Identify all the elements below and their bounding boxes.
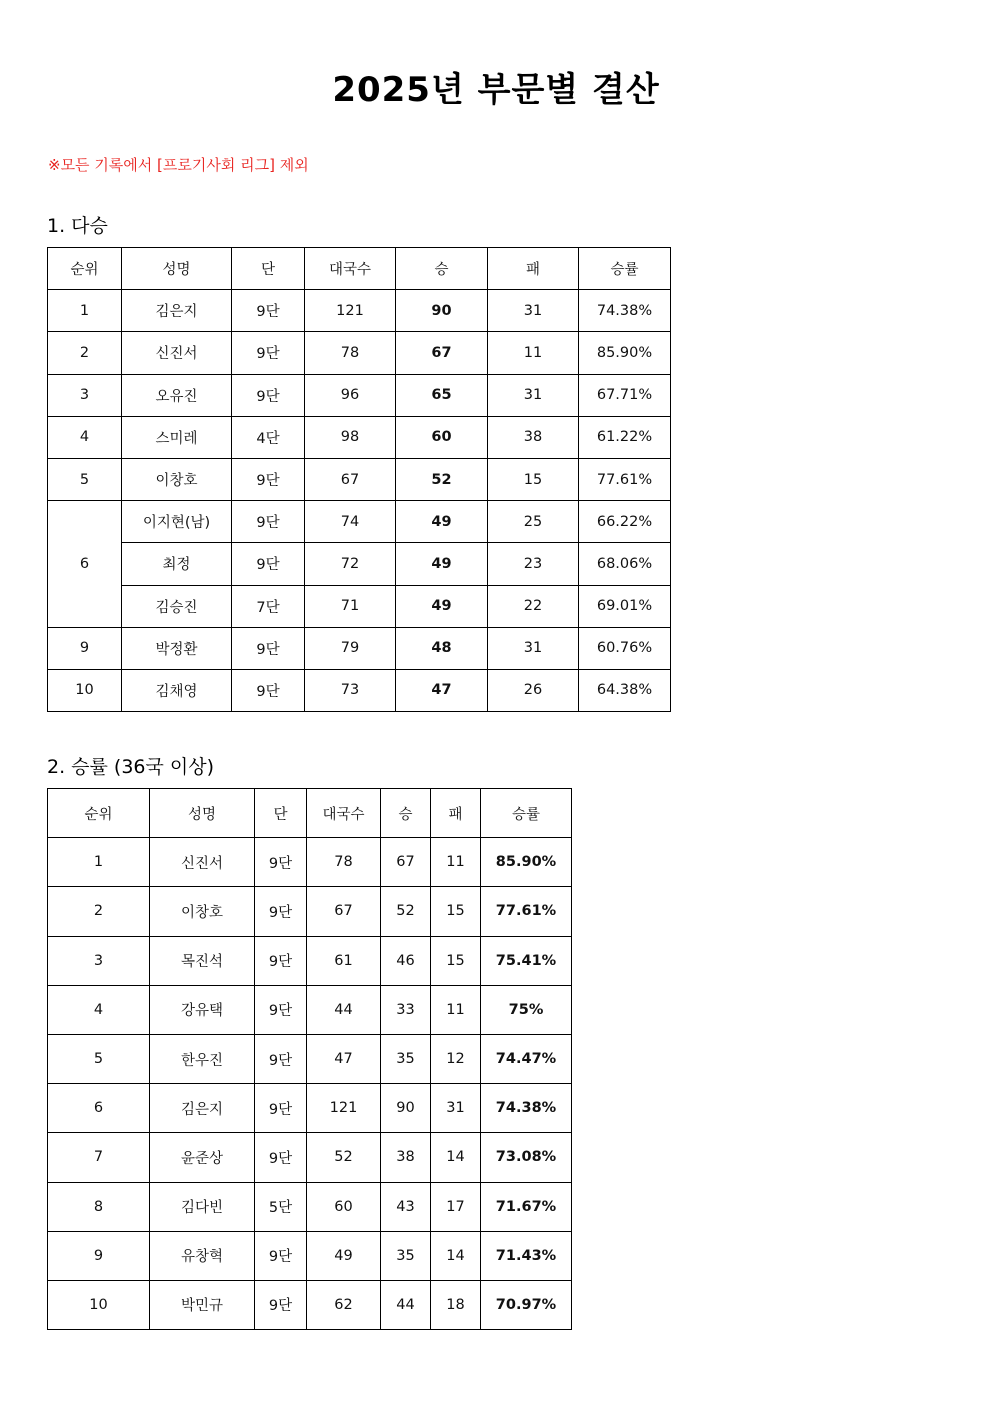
wins-cell: 38 bbox=[381, 1133, 431, 1182]
games-cell: 74 bbox=[305, 501, 396, 543]
name-cell: 김은지 bbox=[150, 1084, 255, 1133]
losses-cell: 11 bbox=[488, 332, 579, 374]
games-cell: 121 bbox=[305, 290, 396, 332]
rate-cell: 71.43% bbox=[481, 1231, 572, 1280]
rank-cell: 5 bbox=[48, 458, 122, 500]
games-cell: 98 bbox=[305, 416, 396, 458]
dan-cell: 9단 bbox=[232, 669, 305, 711]
table-row bbox=[48, 585, 671, 627]
table-row bbox=[48, 332, 671, 374]
wins-cell: 90 bbox=[381, 1084, 431, 1133]
dan-cell: 9단 bbox=[232, 627, 305, 669]
games-cell: 61 bbox=[307, 936, 381, 985]
table-row bbox=[48, 985, 572, 1034]
wins-cell: 49 bbox=[396, 585, 488, 627]
rank-cell: 4 bbox=[48, 416, 122, 458]
losses-cell: 15 bbox=[488, 458, 579, 500]
rate-cell: 85.90% bbox=[481, 838, 572, 887]
losses-cell: 15 bbox=[431, 887, 481, 936]
rank-cell: 7 bbox=[48, 1133, 150, 1182]
dan-cell: 9단 bbox=[255, 985, 307, 1034]
rate-cell: 66.22% bbox=[579, 501, 671, 543]
name-cell: 목진석 bbox=[150, 936, 255, 985]
losses-cell: 31 bbox=[488, 374, 579, 416]
wins-cell: 67 bbox=[381, 838, 431, 887]
rank-cell: 2 bbox=[48, 332, 122, 374]
name-cell: 박민규 bbox=[150, 1280, 255, 1329]
rank-cell: 9 bbox=[48, 1231, 150, 1280]
table-header-row bbox=[48, 248, 671, 290]
column-header-dan: 단 bbox=[232, 248, 305, 290]
losses-cell: 12 bbox=[431, 1034, 481, 1083]
rank-cell: 1 bbox=[48, 838, 150, 887]
dan-cell: 9단 bbox=[232, 458, 305, 500]
name-cell: 이창호 bbox=[122, 458, 232, 500]
table-row bbox=[48, 887, 572, 936]
rate-cell: 75% bbox=[481, 985, 572, 1034]
rate-cell: 75.41% bbox=[481, 936, 572, 985]
wins-cell: 44 bbox=[381, 1280, 431, 1329]
rate-cell: 74.38% bbox=[579, 290, 671, 332]
table-row bbox=[48, 290, 671, 332]
losses-cell: 14 bbox=[431, 1231, 481, 1280]
name-cell: 이창호 bbox=[150, 887, 255, 936]
table-row bbox=[48, 374, 671, 416]
rank-cell: 3 bbox=[48, 936, 150, 985]
table-row bbox=[48, 669, 671, 711]
name-cell: 김승진 bbox=[122, 585, 232, 627]
table-row bbox=[48, 1084, 572, 1133]
losses-cell: 23 bbox=[488, 543, 579, 585]
wins-cell: 33 bbox=[381, 985, 431, 1034]
losses-cell: 15 bbox=[431, 936, 481, 985]
name-cell: 한우진 bbox=[150, 1034, 255, 1083]
exclusion-note: ※모든 기록에서 [프로기사회 리그] 제외 bbox=[48, 156, 309, 174]
rank-cell: 4 bbox=[48, 985, 150, 1034]
rate-cell: 69.01% bbox=[579, 585, 671, 627]
games-cell: 49 bbox=[307, 1231, 381, 1280]
dan-cell: 9단 bbox=[255, 936, 307, 985]
dan-cell: 9단 bbox=[232, 332, 305, 374]
column-header-wins: 승 bbox=[381, 789, 431, 838]
rate-cell: 61.22% bbox=[579, 416, 671, 458]
rank-cell: 10 bbox=[48, 1280, 150, 1329]
losses-cell: 17 bbox=[431, 1182, 481, 1231]
losses-cell: 18 bbox=[431, 1280, 481, 1329]
games-cell: 67 bbox=[307, 887, 381, 936]
column-header-rank: 순위 bbox=[48, 789, 150, 838]
section-heading-most-wins: 1. 다승 bbox=[47, 215, 108, 237]
losses-cell: 25 bbox=[488, 501, 579, 543]
rank-cell: 10 bbox=[48, 669, 122, 711]
dan-cell: 9단 bbox=[232, 374, 305, 416]
table-row bbox=[48, 416, 671, 458]
name-cell: 이지현(남) bbox=[122, 501, 232, 543]
dan-cell: 9단 bbox=[255, 838, 307, 887]
losses-cell: 31 bbox=[431, 1084, 481, 1133]
rate-cell: 67.71% bbox=[579, 374, 671, 416]
losses-cell: 31 bbox=[488, 290, 579, 332]
name-cell: 유창혁 bbox=[150, 1231, 255, 1280]
dan-cell: 9단 bbox=[232, 290, 305, 332]
rate-cell: 64.38% bbox=[579, 669, 671, 711]
name-cell: 윤준상 bbox=[150, 1133, 255, 1182]
table-row bbox=[48, 1280, 572, 1329]
rate-cell: 85.90% bbox=[579, 332, 671, 374]
name-cell: 김채영 bbox=[122, 669, 232, 711]
rate-cell: 70.97% bbox=[481, 1280, 572, 1329]
column-header-name: 성명 bbox=[150, 789, 255, 838]
rank-cell: 3 bbox=[48, 374, 122, 416]
rate-cell: 68.06% bbox=[579, 543, 671, 585]
losses-cell: 38 bbox=[488, 416, 579, 458]
column-header-dan: 단 bbox=[255, 789, 307, 838]
rate-cell: 74.47% bbox=[481, 1034, 572, 1083]
dan-cell: 7단 bbox=[232, 585, 305, 627]
table-row bbox=[48, 627, 671, 669]
section-heading-win-rate: 2. 승률 (36국 이상) bbox=[47, 756, 215, 778]
column-header-rate: 승률 bbox=[579, 248, 671, 290]
dan-cell: 9단 bbox=[255, 1231, 307, 1280]
games-cell: 72 bbox=[305, 543, 396, 585]
wins-cell: 35 bbox=[381, 1034, 431, 1083]
games-cell: 73 bbox=[305, 669, 396, 711]
dan-cell: 4단 bbox=[232, 416, 305, 458]
dan-cell: 5단 bbox=[255, 1182, 307, 1231]
name-cell: 강유택 bbox=[150, 985, 255, 1034]
dan-cell: 9단 bbox=[232, 543, 305, 585]
name-cell: 스미레 bbox=[122, 416, 232, 458]
dan-cell: 9단 bbox=[255, 1034, 307, 1083]
games-cell: 62 bbox=[307, 1280, 381, 1329]
dan-cell: 9단 bbox=[255, 1280, 307, 1329]
table-header-row bbox=[48, 789, 572, 838]
column-header-rank: 순위 bbox=[48, 248, 122, 290]
name-cell: 김다빈 bbox=[150, 1182, 255, 1231]
rank-cell: 9 bbox=[48, 627, 122, 669]
wins-cell: 43 bbox=[381, 1182, 431, 1231]
table-row bbox=[48, 458, 671, 500]
name-cell: 김은지 bbox=[122, 290, 232, 332]
wins-cell: 52 bbox=[381, 887, 431, 936]
name-cell: 오유진 bbox=[122, 374, 232, 416]
table-row bbox=[48, 501, 671, 543]
wins-cell: 46 bbox=[381, 936, 431, 985]
rank-cell: 1 bbox=[48, 290, 122, 332]
losses-cell: 31 bbox=[488, 627, 579, 669]
wins-cell: 49 bbox=[396, 543, 488, 585]
wins-cell: 90 bbox=[396, 290, 488, 332]
rate-cell: 77.61% bbox=[579, 458, 671, 500]
wins-cell: 65 bbox=[396, 374, 488, 416]
column-header-games: 대국수 bbox=[307, 789, 381, 838]
games-cell: 121 bbox=[307, 1084, 381, 1133]
games-cell: 67 bbox=[305, 458, 396, 500]
win-rate-table bbox=[47, 788, 572, 1330]
name-cell: 신진서 bbox=[150, 838, 255, 887]
name-cell: 박정환 bbox=[122, 627, 232, 669]
column-header-rate: 승률 bbox=[481, 789, 572, 838]
rate-cell: 71.67% bbox=[481, 1182, 572, 1231]
dan-cell: 9단 bbox=[255, 1084, 307, 1133]
wins-cell: 48 bbox=[396, 627, 488, 669]
rate-cell: 60.76% bbox=[579, 627, 671, 669]
losses-cell: 22 bbox=[488, 585, 579, 627]
losses-cell: 26 bbox=[488, 669, 579, 711]
games-cell: 79 bbox=[305, 627, 396, 669]
table-row bbox=[48, 936, 572, 985]
wins-cell: 52 bbox=[396, 458, 488, 500]
losses-cell: 11 bbox=[431, 985, 481, 1034]
dan-cell: 9단 bbox=[255, 1133, 307, 1182]
rank-cell: 8 bbox=[48, 1182, 150, 1231]
table-row bbox=[48, 1133, 572, 1182]
page-title: 2025년 부문별 결산 bbox=[332, 70, 660, 110]
games-cell: 44 bbox=[307, 985, 381, 1034]
table-row bbox=[48, 543, 671, 585]
games-cell: 96 bbox=[305, 374, 396, 416]
wins-cell: 67 bbox=[396, 332, 488, 374]
table-row bbox=[48, 1182, 572, 1231]
column-header-losses: 패 bbox=[431, 789, 481, 838]
column-header-games: 대국수 bbox=[305, 248, 396, 290]
most-wins-table bbox=[47, 247, 671, 712]
wins-cell: 60 bbox=[396, 416, 488, 458]
rank-cell: 6 bbox=[48, 1084, 150, 1133]
name-cell: 최정 bbox=[122, 543, 232, 585]
column-header-name: 성명 bbox=[122, 248, 232, 290]
rank-cell: 6 bbox=[48, 501, 122, 628]
losses-cell: 14 bbox=[431, 1133, 481, 1182]
rate-cell: 77.61% bbox=[481, 887, 572, 936]
rate-cell: 73.08% bbox=[481, 1133, 572, 1182]
dan-cell: 9단 bbox=[255, 887, 307, 936]
dan-cell: 9단 bbox=[232, 501, 305, 543]
table-row bbox=[48, 1034, 572, 1083]
wins-cell: 35 bbox=[381, 1231, 431, 1280]
rank-cell: 5 bbox=[48, 1034, 150, 1083]
rank-cell: 2 bbox=[48, 887, 150, 936]
wins-cell: 49 bbox=[396, 501, 488, 543]
column-header-losses: 패 bbox=[488, 248, 579, 290]
games-cell: 71 bbox=[305, 585, 396, 627]
rate-cell: 74.38% bbox=[481, 1084, 572, 1133]
games-cell: 78 bbox=[307, 838, 381, 887]
name-cell: 신진서 bbox=[122, 332, 232, 374]
table-row bbox=[48, 838, 572, 887]
games-cell: 47 bbox=[307, 1034, 381, 1083]
games-cell: 78 bbox=[305, 332, 396, 374]
games-cell: 60 bbox=[307, 1182, 381, 1231]
losses-cell: 11 bbox=[431, 838, 481, 887]
games-cell: 52 bbox=[307, 1133, 381, 1182]
table-row bbox=[48, 1231, 572, 1280]
column-header-wins: 승 bbox=[396, 248, 488, 290]
wins-cell: 47 bbox=[396, 669, 488, 711]
